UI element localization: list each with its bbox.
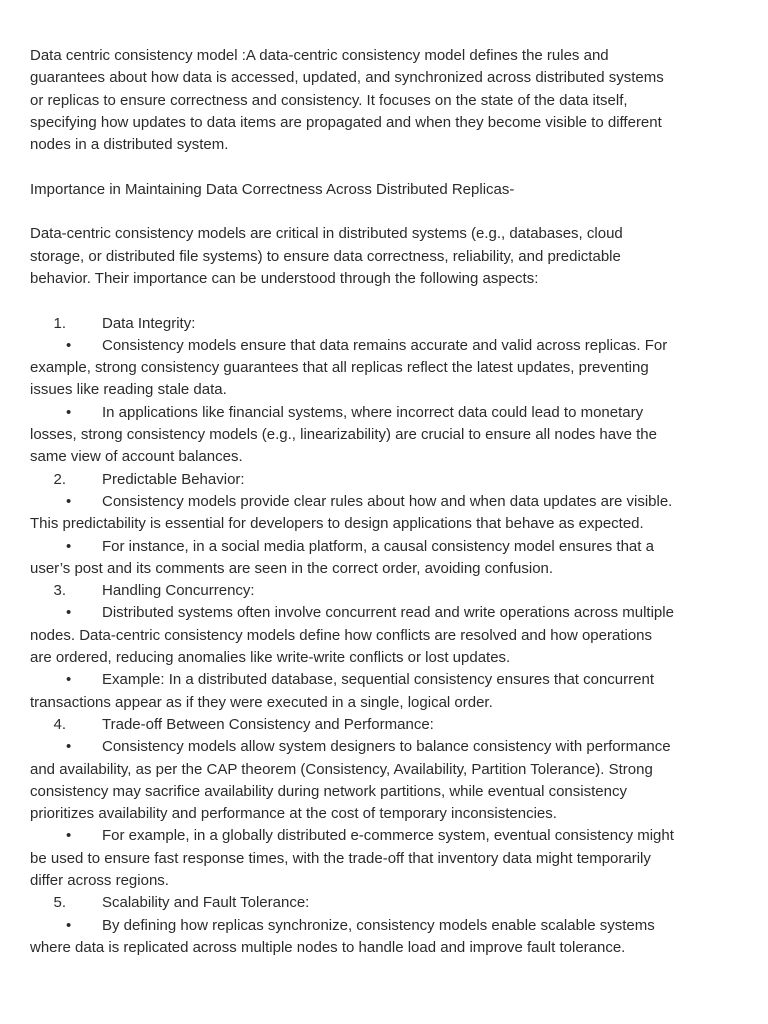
intro-line: or replicas to ensure correctness and consistency. It focuses on the state of the data itself, [30,91,628,109]
bullet-dot-icon: • [66,738,72,756]
bullet-text: differ across regions. [30,871,169,889]
bullet-marker [30,915,102,937]
bullet-text: Example: In a distributed database, sequential consistency ensures that concurrent [102,671,654,689]
numbered-list [30,313,734,960]
list-item-title [30,892,734,914]
bullet-dot-icon: • [66,604,72,622]
intro-line: specifying how updates to data items are propagated and when they become visible to different [30,113,662,131]
bullet-text: Consistency models provide clear rules about how and when data updates are visible. [102,492,673,510]
bullet-marker [30,402,102,424]
bullet-line [30,446,734,468]
bullet-text: For example, in a globally distributed e-commerce system, eventual consistency might [102,827,674,845]
spacer [30,201,734,223]
bullet-text: consistency may sacrifice availability during network partitions, while eventual consistency [30,782,627,800]
bullet-dot-icon: • [66,403,72,421]
bullet-line [30,915,734,937]
bullet-dot-icon: • [66,492,72,510]
bullet-line [30,736,734,758]
bullet-text: This predictability is essential for developers to design applications that behave as expected. [30,515,644,533]
bullet-line [30,692,734,714]
summary-line: behavior. Their importance can be understood through the following aspects: [30,269,539,287]
bullet-text: In applications like financial systems, where incorrect data could lead to monetary [102,403,644,421]
summary-line: Data-centric consistency models are critical in distributed systems (e.g., databases, cloud [30,225,623,243]
bullet-text: By defining how replicas synchronize, consistency models enable scalable systems [102,916,655,934]
bullet-text: user’s post and its comments are seen in the correct order, avoiding confusion. [30,559,554,577]
bullet-marker [30,736,102,758]
bullet-text: Consistency models allow system designers to balance consistency with performance [102,738,671,756]
intro-line: nodes in a distributed system. [30,136,229,154]
bullet-line [30,357,734,379]
spacer [30,156,734,178]
bullet-line [30,402,734,424]
bullet-line [30,491,734,513]
list-item-number: 3. [53,582,66,600]
bullet-line [30,513,734,535]
bullet-line [30,848,734,870]
bullet-text: same view of account balances. [30,448,243,466]
bullet-marker [30,825,102,847]
bullet-text: are ordered, reducing anomalies like write-write conflicts or lost updates. [30,649,511,667]
list-item-title [30,313,734,335]
bullet-dot-icon: • [66,537,72,555]
list-item-title-text: Handling Concurrency: [102,582,255,600]
bullet-text: prioritizes availability and performance at the cost of temporary inconsistencies. [30,805,557,823]
bullet-text: example, strong consistency guarantees that all replicas reflect the latest updates, preventing [30,359,649,377]
bullet-text: where data is replicated across multiple nodes to handle load and improve fault tolerance. [30,938,626,956]
bullet-line [30,558,734,580]
bullet-line [30,669,734,691]
bullet-marker [30,491,102,513]
bullet-line [30,870,734,892]
bullet-text: For instance, in a social media platform, a causal consistency model ensures that a [102,537,654,555]
bullet-line [30,759,734,781]
bullet-line [30,424,734,446]
bullet-line [30,602,734,624]
intro-line: guarantees about how data is accessed, updated, and synchronized across distributed systems [30,69,664,87]
list-item-title-text: Trade-off Between Consistency and Performance: [102,715,434,733]
bullet-text: issues like reading stale data. [30,381,227,399]
bullet-line [30,335,734,357]
bullet-text: be used to ensure fast response times, with the trade-off that inventory data might temporarily [30,849,651,867]
bullet-line [30,647,734,669]
bullet-dot-icon: • [66,916,72,934]
bullet-text: Distributed systems often involve concurrent read and write operations across multiple [102,604,674,622]
bullet-line [30,536,734,558]
bullet-line [30,825,734,847]
list-item-title [30,714,734,736]
list-item-number: 2. [53,470,66,488]
list-item-title-text: Data Integrity: [102,314,196,332]
bullet-line [30,781,734,803]
bullet-line [30,379,734,401]
bullet-dot-icon: • [66,827,72,845]
bullet-marker [30,602,102,624]
bullet-text: nodes. Data-centric consistency models define how conflicts are resolved and how operations [30,626,653,644]
bullet-text: losses, strong consistency models (e.g., linearizability) are crucial to ensure all nodes have the [30,426,657,444]
intro-line: Data centric consistency model :A data-centric consistency model defines the rules and [30,47,609,64]
bullet-text: Consistency models ensure that data remains accurate and valid across replicas. For [102,336,668,354]
bullet-dot-icon: • [66,336,72,354]
bullet-marker [30,536,102,558]
list-item-title [30,469,734,491]
bullet-line [30,803,734,825]
bullet-line [30,625,734,647]
list-item-title-text: Scalability and Fault Tolerance: [102,894,310,912]
bullet-dot-icon: • [66,671,72,689]
list-item-title-text: Predictable Behavior: [102,470,245,488]
bullet-marker [30,335,102,357]
bullet-marker [30,669,102,691]
bullet-line [30,937,734,959]
bullet-text: transactions appear as if they were executed in a single, logical order. [30,693,493,711]
list-item-number: 4. [53,715,66,733]
section-heading: Importance in Maintaining Data Correctness Across Distributed Replicas- [30,180,515,198]
summary-line: storage, or distributed file systems) to ensure data correctness, reliability, and predictable [30,247,621,265]
intro-paragraph [30,45,734,156]
summary-paragraph [30,223,734,290]
list-item-number: 5. [53,894,66,912]
spacer [30,290,734,312]
list-item-number: 1. [53,314,66,332]
list-item-title [30,580,734,602]
bullet-text: and availability, as per the CAP theorem (Consistency, Availability, Partition Tolerance). Strong [30,760,653,778]
